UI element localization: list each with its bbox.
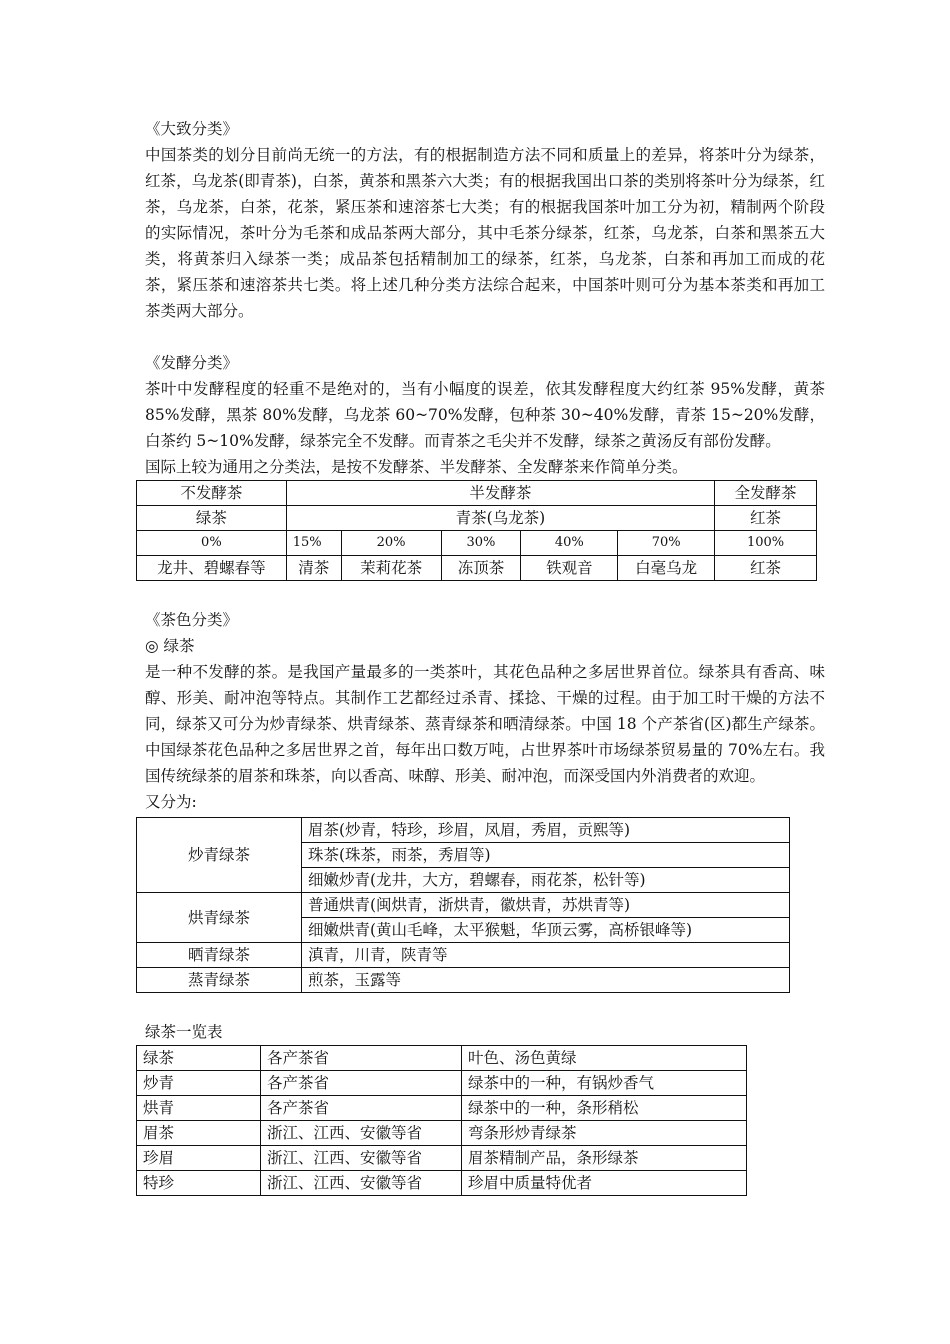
table-cell: 龙井、碧螺春等 <box>137 556 287 581</box>
table-cell: 眉茶(炒青，特珍，珍眉，凤眉，秀眉，贡熙等) <box>302 818 790 843</box>
table-cell: 蒸青绿茶 <box>137 968 302 993</box>
table-row <box>137 968 790 993</box>
table-row <box>137 818 790 843</box>
table-row <box>137 1046 747 1071</box>
table-cell: 炒青绿茶 <box>137 818 302 893</box>
table-cell: 浙江、江西、安徽等省 <box>261 1146 462 1171</box>
table-row <box>137 943 790 968</box>
table-cell: 细嫩烘青(黄山毛峰，太平猴魁，华顶云雾，高桥银峰等) <box>302 918 790 943</box>
table-cell: 20% <box>341 531 441 556</box>
section-heading-fermentation: 《发酵分类》 <box>145 354 239 372</box>
table-cell: 70% <box>618 531 715 556</box>
table-row <box>137 1146 747 1171</box>
table-cell: 铁观音 <box>521 556 618 581</box>
table-cell: 各产茶省 <box>261 1096 462 1121</box>
table-cell: 青茶(乌龙茶) <box>286 506 714 531</box>
table-row <box>137 556 817 581</box>
paragraph-fermentation: 茶叶中发酵程度的轻重不是绝对的，当有小幅度的误差，依其发酵程度大约红茶 95%发酵，黄茶 85%发酵，黑茶 80%发酵，乌龙茶 60~70%发酵，包种茶 30~40%发酵，青茶 15~20%发酵，白茶约 5~10%发酵，绿茶完全不发酵。而青茶之毛尖并不发酵，绿茶之黄汤反有部份发酵。 <box>145 380 825 450</box>
green-list-title: 绿茶一览表 <box>145 1023 223 1041</box>
table-cell: 普通烘青(闽烘青，浙烘青，徽烘青，苏烘青等) <box>302 893 790 918</box>
table-cell: 冻顶茶 <box>441 556 521 581</box>
table-row <box>137 1171 747 1196</box>
table-cell: 浙江、江西、安徽等省 <box>261 1121 462 1146</box>
paragraph-green-tea: 是一种不发酵的茶。是我国产量最多的一类茶叶，其花色品种之多居世界首位。绿茶具有香高、味醇、形美、耐冲泡等特点。其制作工艺都经过杀青、揉捻、干燥的过程。由于加工时干燥的方法不同，绿茶又可分为炒青绿茶、烘青绿茶、蒸青绿茶和晒清绿茶。中国 18 个产茶省(区)都生产绿茶。中国绿茶花色品种之多居世界之首，每年出口数万吨，占世界茶叶市场绿茶贸易量的 70%左右。我国传统绿茶的眉茶和珠茶，向以香高、味醇、形美、耐冲泡，而深受国内外消费者的欢迎。 <box>145 663 825 785</box>
table-cell: 珠茶(珠茶，雨茶，秀眉等) <box>302 843 790 868</box>
table-cell: 40% <box>521 531 618 556</box>
table-row <box>137 531 817 556</box>
table-cell: 晒青绿茶 <box>137 943 302 968</box>
table-cell: 全发酵茶 <box>715 481 817 506</box>
subheading-green-tea: ◎ 绿茶 <box>145 637 195 655</box>
fermentation-note: 国际上较为通用之分类法，是按不发酵茶、半发酵茶、全发酵茶来作简单分类。 <box>145 458 688 476</box>
table-row <box>137 506 817 531</box>
table-cell: 各产茶省 <box>261 1071 462 1096</box>
table-cell: 特珍 <box>137 1171 261 1196</box>
table-cell: 30% <box>441 531 521 556</box>
table-cell: 炒青 <box>137 1071 261 1096</box>
table-cell: 绿茶 <box>137 506 287 531</box>
table-cell: 绿茶中的一种，条形稍松 <box>462 1096 747 1121</box>
sub-label: 又分为: <box>145 793 197 811</box>
table-cell: 各产茶省 <box>261 1046 462 1071</box>
table-cell: 清茶 <box>286 556 341 581</box>
table-row <box>137 1121 747 1146</box>
green-tea-subtypes-table <box>136 817 790 993</box>
table-cell: 弯条形炒青绿茶 <box>462 1121 747 1146</box>
table-row <box>137 1071 747 1096</box>
table-cell: 煎茶，玉露等 <box>302 968 790 993</box>
table-cell: 珍眉 <box>137 1146 261 1171</box>
table-cell: 白毫乌龙 <box>618 556 715 581</box>
document-page <box>145 116 825 1196</box>
table-cell: 半发酵茶 <box>286 481 714 506</box>
table-row <box>137 481 817 506</box>
table-cell: 茉莉花茶 <box>341 556 441 581</box>
table-cell: 红茶 <box>715 506 817 531</box>
section-heading-color: 《茶色分类》 <box>145 611 239 629</box>
table-cell: 绿茶中的一种，有锅炒香气 <box>462 1071 747 1096</box>
table-cell: 烘青 <box>137 1096 261 1121</box>
table-cell: 红茶 <box>715 556 817 581</box>
paragraph-general: 中国茶类的划分目前尚无统一的方法，有的根据制造方法不同和质量上的差异，将茶叶分为绿茶，红茶，乌龙茶(即青茶)，白茶，黄茶和黑茶六大类；有的根据我国出口茶的类别将茶叶分为绿茶，红茶，乌龙茶，白茶，花茶，紧压茶和速溶茶七大类；有的根据我国茶叶加工分为初，精制两个阶段的实际情况，茶叶分为毛茶和成品茶两大部分，其中毛茶分绿茶，红茶，乌龙茶，白茶和黑茶五大类，将黄茶归入绿茶一类；成品茶包括精制加工的绿茶，红茶，乌龙茶，白茶和再加工而成的花茶，紧压茶和速溶茶共七类。将上述几种分类方法综合起来，中国茶叶则可分为基本茶类和再加工茶类两大部分。 <box>145 146 825 320</box>
table-cell: 15% <box>286 531 341 556</box>
table-cell: 珍眉中质量特优者 <box>462 1171 747 1196</box>
table-row <box>137 893 790 918</box>
table-cell: 眉茶 <box>137 1121 261 1146</box>
table-cell: 0% <box>137 531 287 556</box>
table-cell: 浙江、江西、安徽等省 <box>261 1171 462 1196</box>
table-cell: 烘青绿茶 <box>137 893 302 943</box>
table-cell: 细嫩炒青(龙井，大方，碧螺春，雨花茶，松针等) <box>302 868 790 893</box>
table-cell: 眉茶精制产品，条形绿茶 <box>462 1146 747 1171</box>
table-cell: 绿茶 <box>137 1046 261 1071</box>
table-row <box>137 1096 747 1121</box>
fermentation-table <box>136 480 817 581</box>
section-heading-general: 《大致分类》 <box>145 120 239 138</box>
table-cell: 滇青，川青，陕青等 <box>302 943 790 968</box>
table-cell: 100% <box>715 531 817 556</box>
table-cell: 不发酵茶 <box>137 481 287 506</box>
table-cell: 叶色、汤色黄绿 <box>462 1046 747 1071</box>
green-tea-list-table <box>136 1045 747 1196</box>
